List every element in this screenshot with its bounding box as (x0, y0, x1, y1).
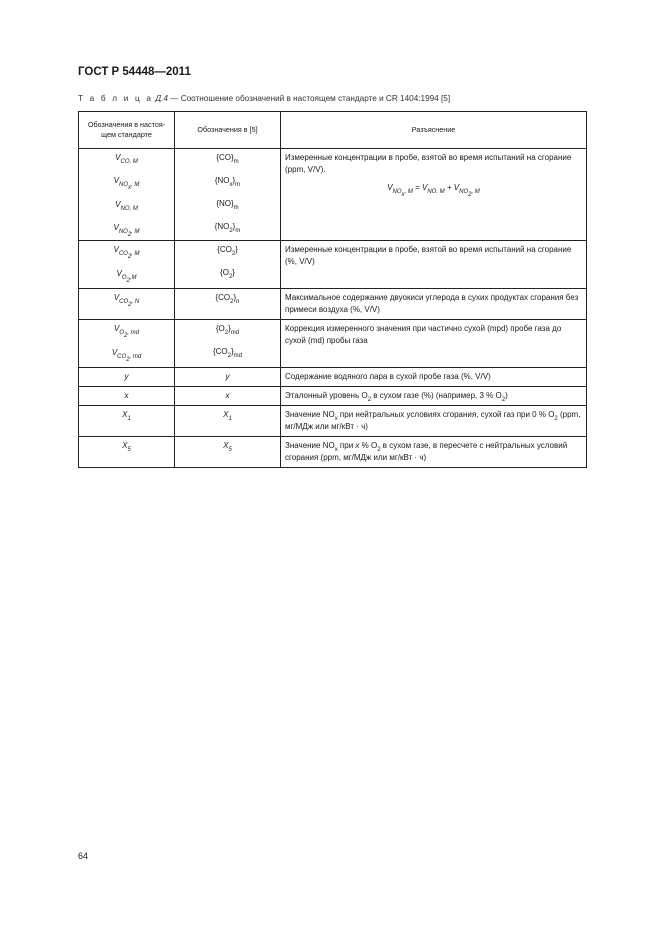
table-row (79, 437, 587, 468)
column-header-explanation: Разъяснение (281, 112, 587, 149)
document-header: ГОСТ Р 54448—2011 (78, 66, 191, 78)
page-number: 64 (78, 851, 89, 861)
cell-explanation: Измеренные концентрации в пробе, взятой во время испытаний на сгорание (%, V/V) (281, 241, 587, 289)
table-header-row (79, 112, 587, 149)
symbol-std: $V_{CO_2, M}$ (113, 245, 140, 260)
symbol-ref: $\{NO_2\}_m$ (214, 222, 241, 234)
cell-standard-symbols (79, 241, 175, 289)
cell-standard-symbol (79, 437, 175, 468)
cell-reference-symbols (175, 320, 281, 368)
symbol-std: $V_{O_2,M}$ (116, 269, 137, 284)
table-row (79, 289, 587, 320)
cell-explanation: Максимальное содержание двуокиси углерода в сухих продуктах сгорания без примеси воздуха (%, V/V) (281, 289, 587, 320)
caption-prefix: Т а б л и ц а (78, 94, 154, 103)
symbol-ref: y (225, 372, 230, 381)
cell-explanation: Эталонный уровень $O_2$ в сухом газе (%) (например, 3 % $O_2$) (281, 387, 587, 406)
table-row (79, 320, 587, 368)
cell-standard-symbols (79, 320, 175, 368)
symbol-std: $V_{O_2, md}$ (113, 324, 140, 339)
table-caption (78, 94, 450, 103)
column-header-reference: Обозначения в [5] (175, 112, 281, 149)
caption-label: Д.4 (155, 94, 168, 103)
column-header-standard: Обозначения в настоя-щем стандарте (79, 112, 175, 149)
symbol-ref: $\{NO\}_m$ (216, 199, 239, 211)
cell-explanation (281, 149, 587, 241)
cell-reference-symbols (175, 149, 281, 241)
symbol-std: $V_{CO_2, N}$ (113, 293, 140, 308)
symbol-ref: $\{NO_x\}_m$ (214, 176, 241, 188)
symbol-std: $V_{CO_2, md}$ (111, 348, 142, 363)
designations-table (78, 111, 587, 468)
symbol-ref: x (225, 391, 230, 400)
formula: $V_{NO_x, M} = V_{NO, M} + V_{NO_2, M}$ (387, 183, 480, 198)
symbol-ref: $\{CO\}_m$ (216, 153, 239, 165)
symbol-ref: $\{CO_2\}_n$ (215, 293, 240, 305)
table-row (79, 368, 587, 387)
cell-standard-symbol (79, 406, 175, 437)
cell-explanation: Значение $NO_x$ при x % $O_2$ в сухом газе, в пересчете с нейтральных условий сгорания (ppm, мг/МДж или мг/кВт · ч) (281, 437, 587, 468)
table-row (79, 149, 587, 241)
cell-explanation: Коррекция измеренного значения при частично сухой (mpd) пробе газа до сухой (md) пробы газа (281, 320, 587, 368)
symbol-std: $V_{NO_x, M}$ (113, 176, 140, 191)
table-row (79, 241, 587, 289)
cell-standard-symbols (79, 149, 175, 241)
cell-standard-symbols (79, 289, 175, 320)
cell-standard-symbol (79, 387, 175, 406)
table-row (79, 387, 587, 406)
cell-explanation: Значение $NO_x$ при нейтральных условиях сгорания, сухой газ при 0 % $O_2$ (ppm, мг/МДж или мг/кВт · ч) (281, 406, 587, 437)
symbol-ref: $X_1$ (223, 410, 232, 422)
cell-reference-symbol (175, 437, 281, 468)
cell-reference-symbol (175, 368, 281, 387)
cell-explanation: Содержание водяного пара в сухой пробе газа (%, V/V) (281, 368, 587, 387)
symbol-ref: $\{O_2\}$ (220, 268, 235, 280)
explanation-text: Измеренные концентрации в пробе, взятой во время испытаний на сгорание (ppm, V/V). (285, 153, 572, 174)
cell-reference-symbols (175, 289, 281, 320)
symbol-ref: $\{CO_2\}_{md}$ (212, 347, 243, 359)
symbol-std: $V_{CO, M}$ (115, 153, 138, 165)
table-row (79, 406, 587, 437)
symbol-ref: $\{O_2\}_{md}$ (215, 324, 240, 336)
symbol-std: x (124, 391, 129, 400)
symbol-std: $V_{NO, M}$ (115, 200, 138, 212)
caption-text: — Соотношение обозначений в настоящем стандарте и CR 1404:1994 [5] (167, 94, 451, 103)
cell-reference-symbol (175, 387, 281, 406)
cell-standard-symbol (79, 368, 175, 387)
symbol-ref: $X_5$ (223, 441, 232, 453)
symbol-std: $V_{NO_2, M}$ (113, 223, 140, 238)
symbol-std: $X_1$ (122, 410, 131, 422)
cell-reference-symbols (175, 241, 281, 289)
symbol-std: y (124, 372, 129, 381)
cell-reference-symbol (175, 406, 281, 437)
symbol-ref: $\{CO_2\}$ (217, 245, 238, 257)
symbol-std: $X_5$ (122, 441, 131, 453)
